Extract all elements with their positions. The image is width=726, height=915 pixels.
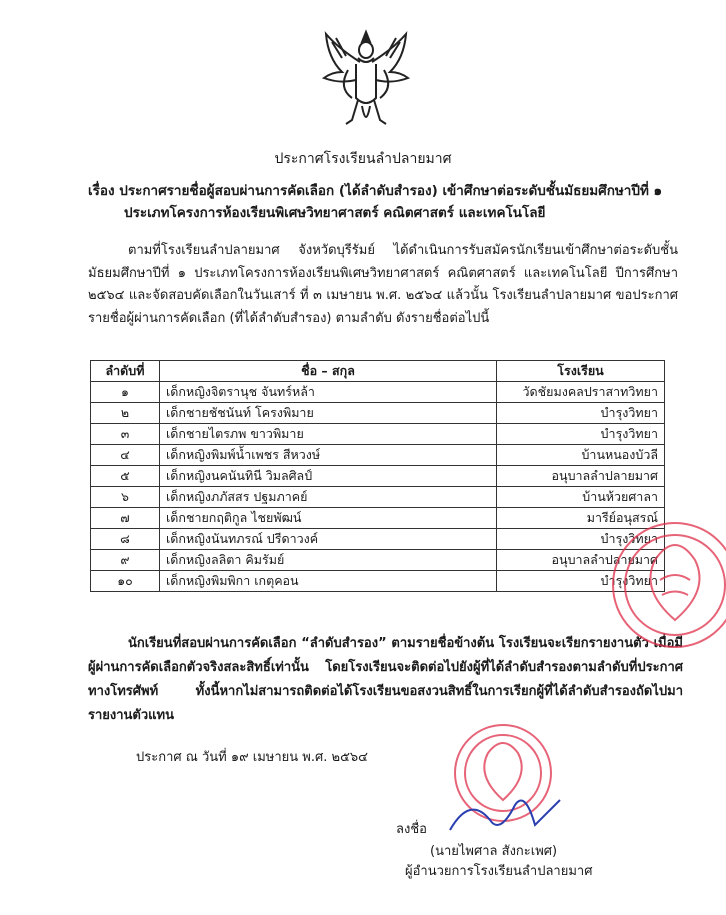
table-row — [91, 487, 665, 508]
row-school: บำรุงวิทยา — [497, 571, 665, 592]
table-header-row — [91, 361, 665, 382]
row-school: วัดชัยมงคลปราสาทวิทยา — [497, 382, 665, 403]
row-school: บ้านห้วยศาลา — [497, 487, 665, 508]
closing-text: นักเรียนที่สอบผ่านการคัดเลือก “ลำดับสำรอง” ตามรายชื่อข้างต้น โรงเรียนจะเรียกรายงานตัว เมื่อมีผู้ผ่านการคัดเลือกตัวจริงสละสิทธิ์เท่านั้น โดยโรงเรียนจะติดต่อไปยังผู้ที่ได้ลำดับสำรองตามลำดับที่ประกาศทางโทรศัพท์ ทั้งนี้หากไม่สามารถติดต่อได้โรงเรียนขอสงวนสิทธิ์ในการเรียกผู้ที่ได้ลำดับสำรองถัดไปมารายงานตัวแทน — [88, 636, 683, 723]
table-row — [91, 382, 665, 403]
signature-icon — [440, 790, 580, 840]
table-row — [91, 550, 665, 571]
signer-position: ผู้อำนวยการโรงเรียนลำปลายมาศ — [405, 864, 593, 879]
row-school: บำรุงวิทยา — [497, 424, 665, 445]
table-row — [91, 529, 665, 550]
announcement-title: ประกาศโรงเรียนลำปลายมาศ — [274, 151, 452, 167]
row-name: เด็กหญิงนันทภรณ์ ปรีดาวงค์ — [160, 529, 497, 550]
row-name: เด็กหญิงจิตรานุช จันทร์หล้า — [160, 382, 497, 403]
row-order: ๘ — [91, 529, 160, 550]
row-name: เด็กหญิงลลิตา คิมรัมย์ — [160, 550, 497, 571]
row-school: อนุบาลลำปลายมาศ — [497, 550, 665, 571]
header-school: โรงเรียน — [497, 361, 665, 382]
garuda-emblem-icon — [318, 28, 414, 132]
row-name: เด็กหญิงพิมพ์น้ำเพชร สีหวงษ์ — [160, 445, 497, 466]
table-row — [91, 403, 665, 424]
subject — [88, 180, 688, 224]
school-seal-icon — [600, 500, 726, 670]
intro-text: ตามที่โรงเรียนลำปลายมาศ จังหวัดบุรีรัมย์ ได้ดำเนินการรับสมัครนักเรียนเข้าศึกษาต่อระดับชั้นมัธยมศึกษาปีที่ ๑ ประเภทโครงการห้องเรียนพิเศษวิทยาศาสตร์ คณิตศาสตร์ และเทคโนโลยี ปีการศึกษา ๒๕๖๔ และจัดสอบคัดเลือกในวันเสาร์ ที่ ๓ เมษายน พ.ศ. ๒๕๖๔ แล้วนั้น โรงเรียนลำปลายมาศ ขอประกาศรายชื่อผู้ผ่านการคัดเลือก (ที่ได้ลำดับสำรอง) ตามลำดับ ดังรายชื่อต่อไปนี้ — [88, 243, 678, 326]
closing-paragraph — [88, 632, 683, 728]
table-row — [91, 571, 665, 592]
table-row — [91, 445, 665, 466]
table-row — [91, 424, 665, 445]
row-name: เด็กหญิงภภัสสร ปฐมภาคย์ — [160, 487, 497, 508]
candidate-table — [90, 360, 665, 592]
row-order: ๓ — [91, 424, 160, 445]
row-school: บำรุงวิทยา — [497, 403, 665, 424]
row-order: ๑ — [91, 382, 160, 403]
row-name: เด็กชายไตรภพ ขาวพิมาย — [160, 424, 497, 445]
header-name: ชื่อ – สกุล — [160, 361, 497, 382]
row-name: เด็กชายชัชนันท์ โครงพิมาย — [160, 403, 497, 424]
table-row — [91, 508, 665, 529]
row-order: ๑๐ — [91, 571, 160, 592]
row-order: ๖ — [91, 487, 160, 508]
row-order: ๗ — [91, 508, 160, 529]
row-order: ๒ — [91, 403, 160, 424]
intro-paragraph — [88, 240, 678, 330]
row-name: เด็กหญิงพิมพิกา เกตุคอน — [160, 571, 497, 592]
table-row — [91, 466, 665, 487]
row-school: บำรุงวิทยา — [497, 529, 665, 550]
row-order: ๕ — [91, 466, 160, 487]
header-order: ลำดับที่ — [91, 361, 160, 382]
subject-line-2: ประเภทโครงการห้องเรียนพิเศษวิทยาศาสตร์ คณิตศาสตร์ และเทคโนโลยี — [124, 205, 546, 221]
row-order: ๔ — [91, 445, 160, 466]
row-school: อนุบาลลำปลายมาศ — [497, 466, 665, 487]
announce-date: ประกาศ ณ วันที่ ๑๙ เมษายน พ.ศ. ๒๕๖๔ — [136, 750, 368, 765]
signature-label: ลงชื่อ — [396, 822, 427, 837]
row-order: ๙ — [91, 550, 160, 571]
row-name: เด็กชายกฤติกูล ไชยพัฒน์ — [160, 508, 497, 529]
row-school: มารีย์อนุสรณ์ — [497, 508, 665, 529]
row-name: เด็กหญิงนคนันทินี วิมลศิลป์ — [160, 466, 497, 487]
subject-line-1: เรื่อง ประกาศรายชื่อผู้สอบผ่านการคัดเลือก (ได้ลำดับสำรอง) เข้าศึกษาต่อระดับชั้นมัธยมศึกษาปีที่ ๑ — [88, 183, 663, 199]
row-school: บ้านหนองบัวลี — [497, 445, 665, 466]
signer-name: (นายไพศาล สังกะเพศ) — [430, 844, 558, 859]
